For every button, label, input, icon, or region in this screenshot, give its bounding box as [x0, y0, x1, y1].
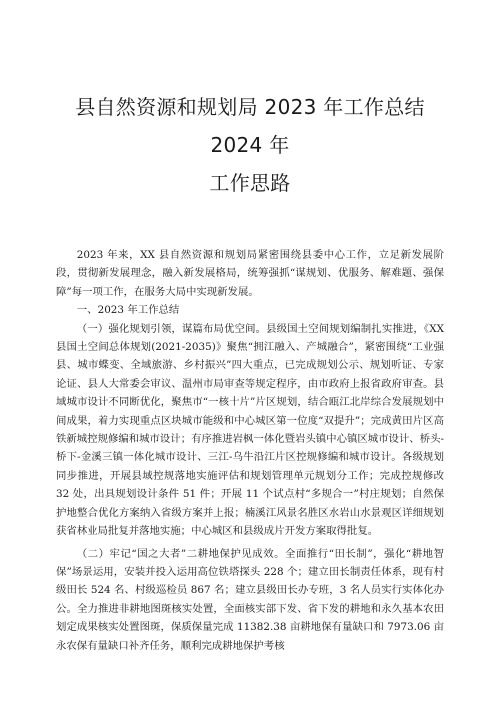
- paragraph-planning: （一）强化规划引领，谋篇布局优空间。县级国土空间规划编制扎实推进，《XX 县国土空间总体规划(2021-2035)》聚焦“拥江融入、产城融合”，紧密围绕“工业强县、城市蝶变、全域旅游、乡村振兴”四大重点，已完成规划公示、规划听证、专家论证、县人大常委会审议、温州市局审查等规定程序，由市政府上报省政府审查。县域城市设计不同断优化，聚焦市“一核十片”片区规划，结合瓯江北岸综合发展规划中间成果，着力实现重点区块城市能级和中心城区第一位度“双提升”；完成黄田片区高铁新城控规修编和城市设计；有序推进岩枫一体化暨岩头镇中心镇区城市设计、桥头-桥下-金溪三镇一体化城市设计、三江-乌牛沿江片区控规修编和城市设计。各级规划同步推进，开展县域控规落地实施评估和规划管理单元规划分工作；完成控规修改 32 处，出具规划设计条件 51 件；开展 11 个试点村“多规合一”村庄规划；自然保护地整合优化方案纳入省级方案并上报；楠溪江风景名胜区水岩山水景观区详细规划获省林业局批复并落地实施；中心城区和县级成片开发方案取得批复。: [56, 322, 444, 538]
- title-line-2: 工作思路: [209, 171, 291, 195]
- intro-paragraph: 2023 年来，XX 县自然资源和规划局紧密围绕县委中心工作，立足新发展阶段，贯彻新发展理念，融入新发展格局，统筹强抓“谋规划、优服务、解难题、强保障”每一项工作，在服务大局中实现新发展。: [56, 249, 444, 298]
- document-title: [56, 0, 444, 202]
- section-heading: 一、2023 年工作总结: [76, 304, 180, 317]
- document-body: [56, 246, 444, 655]
- paragraph-farmland: （二）牢记“国之大者”二耕地保护见成效。全面推行“田长制”，强化“耕地智保”场景运用，安装并投入运用高位铁塔探头 228 个；建立田长制责任体系，现有村级田长 524 名、村级巡检员 867 名；建立县级田长办专班，3 名人员实行实体化办公。全力推进非耕地图斑核实处置，全面核实部下发、省下发的耕地和永久基本农田划定成果核实处置图斑，保质保量完成 11382.38 亩耕地保有量缺口和 7973.06 亩永农保有量缺口补齐任务，顺利完成耕地保护考核: [56, 547, 444, 652]
- title-line-1: 县自然资源和规划局 2023 年工作总结 2024 年: [75, 95, 425, 157]
